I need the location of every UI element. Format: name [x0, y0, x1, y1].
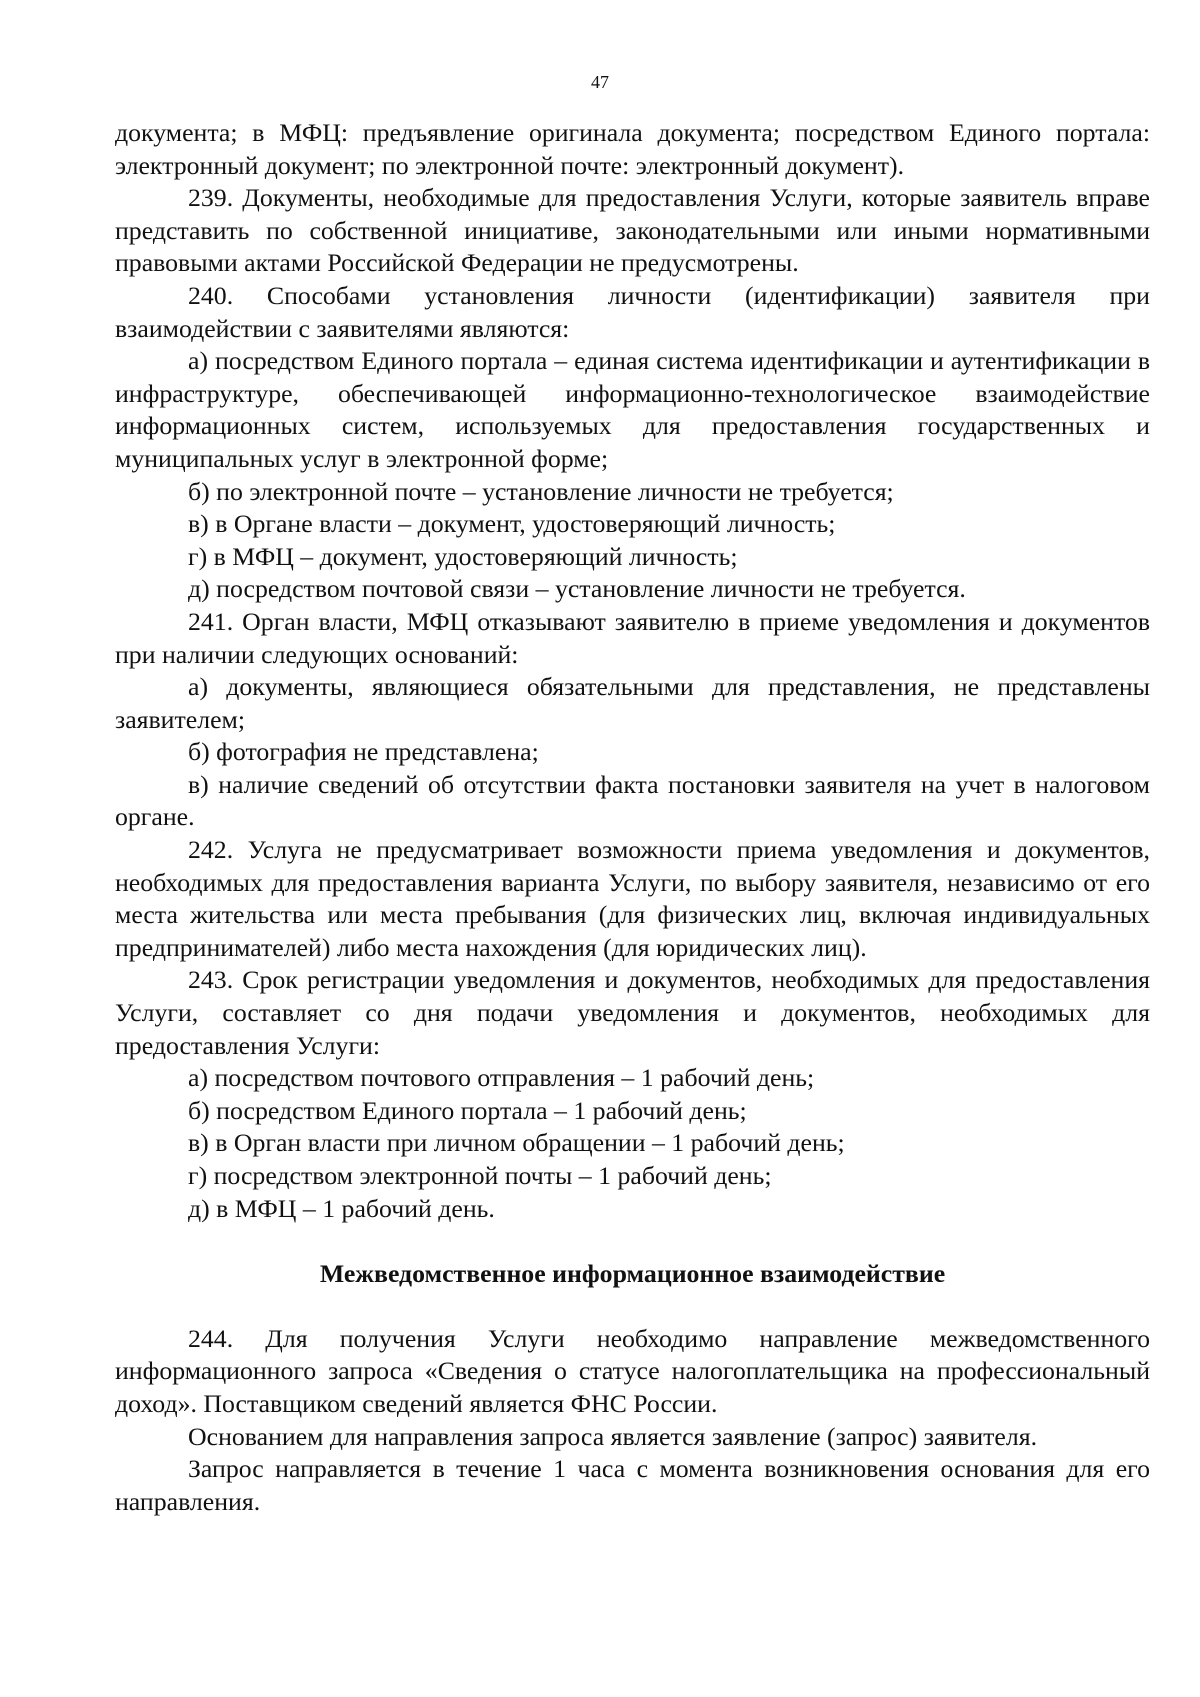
paragraph: б) по электронной почте – установление личности не требуется; — [188, 476, 894, 506]
paragraph: в) наличие сведений об отсутствии факта постановки заявителя на учет в налоговом органе. — [115, 769, 1150, 832]
paragraph: 242. Услуга не предусматривает возможности приема уведомления и документов, необходимых для предоставления варианта Услуги, по выбору заявителя, независимо от его места жительства или места пребывания (для физических лиц, включая индивидуальных предпринимателей) либо места нахождения (для юридических лиц). — [115, 835, 1150, 962]
paragraph: г) посредством электронной почты – 1 рабочий день; — [188, 1161, 772, 1190]
paragraph: 239. Документы, необходимые для предоставления Услуги, которые заявитель вправе представить по собственной инициативе, законодательными или иными нормативными правовыми актами Российской Федерации не предусмотрены. — [115, 183, 1150, 278]
paragraph: 241. Орган власти, МФЦ отказывают заявителю в приеме уведомления и документов при наличии следующих оснований: — [115, 606, 1150, 669]
paragraph: документа; в МФЦ: предъявление оригинала документа; посредством Единого портала: электронный документ; по электронной почте: электронный документ). — [115, 118, 1150, 180]
paragraph: 243. Срок регистрации уведомления и документов, необходимых для предоставления Услуги, составляет со дня подачи уведомления и документов, необходимых для предоставления Услуги: — [115, 965, 1150, 1060]
paragraph: Запрос направляется в течение 1 часа с момента возникновения основания для его направления. — [115, 1454, 1150, 1516]
paragraphs-before-heading — [115, 117, 1150, 1225]
paragraph: 240. Способами установления личности (идентификации) заявителя при взаимодействии с заявителями являются: — [115, 280, 1150, 343]
paragraph: г) в МФЦ – документ, удостоверяющий личность; — [188, 541, 738, 571]
document-body — [115, 117, 1150, 1518]
section-heading: Межведомственное информационное взаимодействие — [319, 1259, 946, 1289]
paragraph: 244. Для получения Услуги необходимо направление межведомственного информационного запроса «Сведения о статусе налогоплательщика на профессиональный доход». Поставщиком сведений является ФНС России. — [115, 1323, 1150, 1418]
paragraph: б) посредством Единого портала – 1 рабочий день; — [188, 1095, 747, 1125]
paragraph: а) посредством Единого портала – единая система идентификации и аутентификации в инфраструктуре, обеспечивающей информационно-технологическое взаимодействие информационных систем, используемых для предоставления государственных и муниципальных услуг в электронной форме; — [115, 346, 1150, 473]
paragraph: Основанием для направления запроса является заявление (запрос) заявителя. — [188, 1421, 1038, 1451]
paragraph: в) в Органе власти – документ, удостоверяющий личность; — [188, 509, 836, 539]
page-number: 47 — [591, 72, 609, 92]
paragraph: б) фотография не представлена; — [188, 737, 539, 767]
paragraph: а) документы, являющиеся обязательными для представления, не представлены заявителем; — [115, 672, 1150, 734]
paragraph: в) в Орган власти при личном обращении – 1 рабочий день; — [188, 1128, 845, 1158]
paragraph: а) посредством почтового отправления – 1 рабочий день; — [188, 1063, 815, 1093]
paragraph: д) в МФЦ – 1 рабочий день. — [188, 1193, 495, 1223]
paragraphs-after-heading — [115, 1323, 1150, 1519]
paragraph: д) посредством почтовой связи – установление личности не требуется. — [188, 574, 966, 604]
